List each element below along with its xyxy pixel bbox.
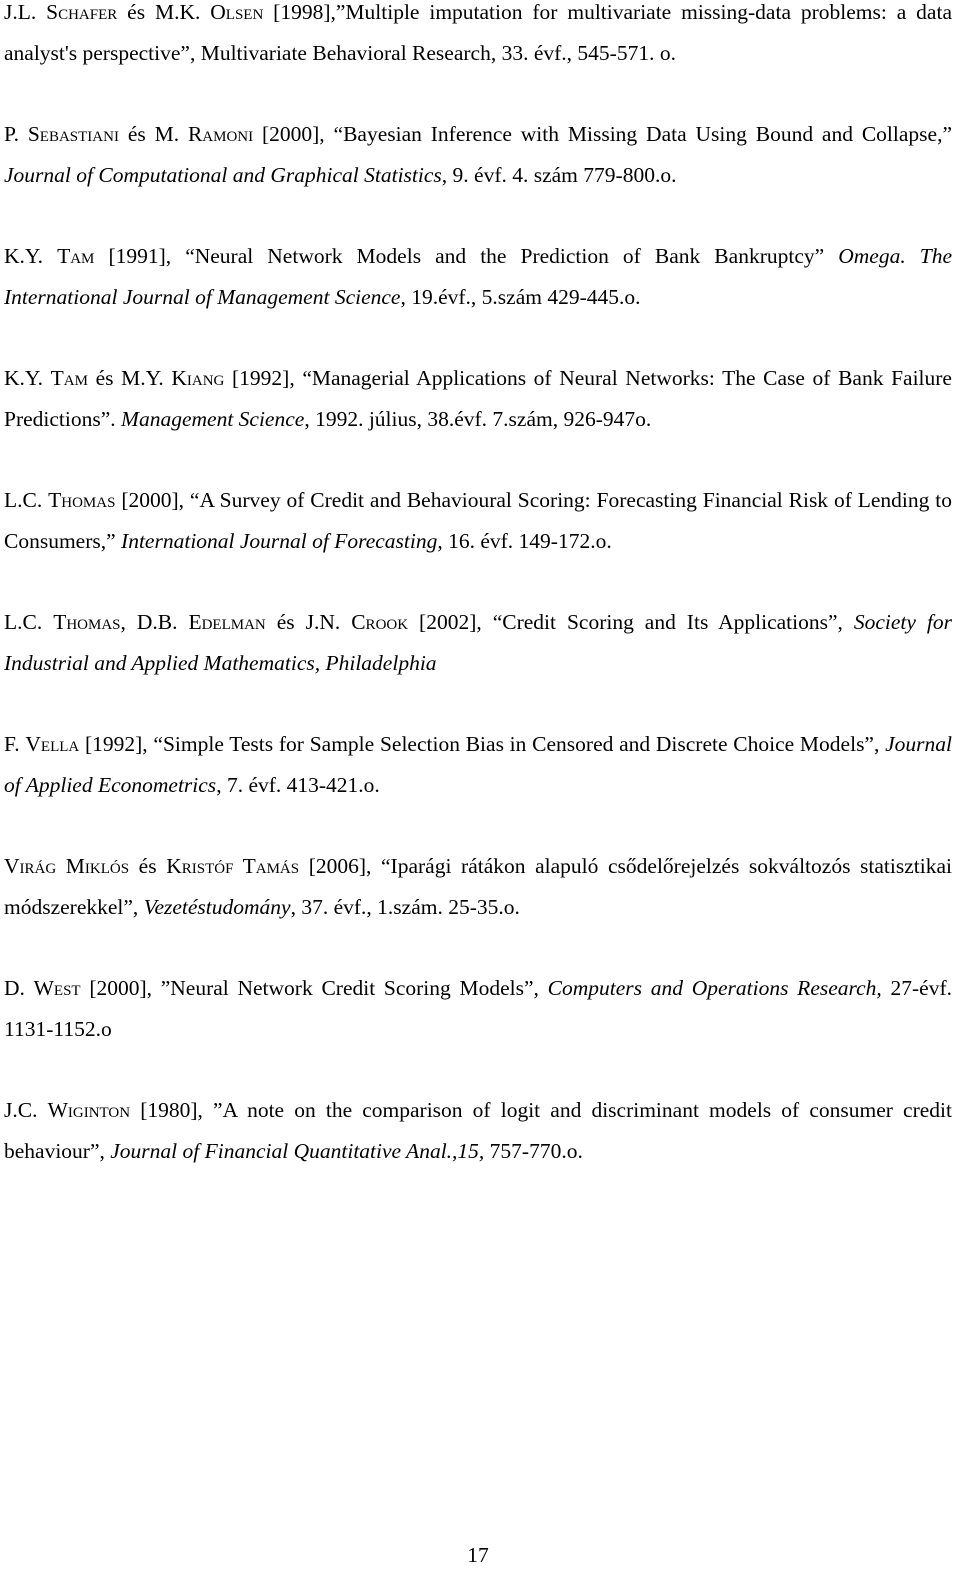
- reference-author: Schafer: [46, 0, 118, 24]
- reference-author: Kiang: [171, 366, 225, 390]
- reference-text: L.C.: [4, 488, 49, 512]
- reference-text: [1998],”Multiple imputation for multivariate missing-data problems: a data analyst's perspective”, Multivariate Behavioral Research, 33. évf., 545-571. o.: [4, 0, 952, 65]
- reference-entry: [4, 114, 952, 196]
- reference-text: P.: [4, 122, 28, 146]
- reference-text: [2006], “Iparági rátákon alapuló csődelőrejelzés sokváltozós statisztikai módszerekkel”,: [4, 854, 952, 919]
- reference-text: D.: [4, 976, 34, 1000]
- reference-author: Thomas: [48, 488, 116, 512]
- reference-author: Thomas: [53, 610, 121, 634]
- reference-text: 27-évf. 1131-1152.o: [4, 976, 952, 1041]
- reference-entry: [4, 0, 952, 74]
- reference-text: [1980], ”A note on the comparison of logit and discriminant models of consumer credit behaviour”,: [4, 1098, 952, 1163]
- reference-text: és M.: [118, 122, 188, 146]
- reference-source: Society for Industrial and Applied Mathematics, Philadelphia: [4, 610, 952, 675]
- reference-author: Tam: [57, 244, 95, 268]
- page-number: 17: [467, 1543, 489, 1567]
- reference-author: Olsen: [210, 0, 264, 24]
- reference-text: , D.B.: [120, 610, 189, 634]
- reference-author: West: [33, 976, 81, 1000]
- reference-text: [2000], “Bayesian Inference with Missing Data Using Bound and Collapse,”: [253, 122, 952, 146]
- reference-author: Tam: [50, 366, 88, 390]
- reference-author: Edelman: [188, 610, 266, 634]
- reference-author: Vella: [25, 732, 80, 756]
- reference-text: L.C.: [4, 610, 54, 634]
- reference-source: Journal of Applied Econometrics: [4, 732, 952, 797]
- reference-text: K.Y.: [4, 244, 58, 268]
- reference-entry: [4, 1090, 952, 1172]
- reference-author: Virág Miklós: [4, 854, 130, 878]
- reference-text: és: [129, 854, 167, 878]
- reference-list: [4, 0, 952, 1212]
- reference-source: Journal of Computational and Graphical Statistics: [4, 163, 442, 187]
- reference-text: , 16. évf. 149-172.o.: [437, 529, 612, 553]
- reference-author: Sebastiani: [27, 122, 119, 146]
- reference-source: Vezetéstudomány: [143, 895, 291, 919]
- reference-text: [2002], “Credit Scoring and Its Applications”,: [408, 610, 854, 634]
- reference-entry: [4, 846, 952, 928]
- reference-entry: [4, 236, 952, 318]
- reference-text: , 19.évf., 5.szám 429-445.o.: [400, 285, 641, 309]
- reference-entry: [4, 358, 952, 440]
- reference-source: Journal of Financial Quantitative Anal.,15,: [110, 1139, 485, 1163]
- reference-text: és M.K.: [117, 0, 211, 24]
- reference-author: Crook: [351, 610, 409, 634]
- reference-text: , 37. évf., 1.szám. 25-35.o.: [290, 895, 520, 919]
- reference-source: Management Science: [121, 407, 305, 431]
- reference-text: [1992], “Simple Tests for Sample Selection Bias in Censored and Discrete Choice Models”,: [79, 732, 886, 756]
- reference-text: 757-770.o.: [484, 1139, 583, 1163]
- reference-text: , 7. évf. 413-421.o.: [216, 773, 380, 797]
- reference-entry: [4, 724, 952, 806]
- reference-text: [2000], ”Neural Network Credit Scoring Models”,: [80, 976, 548, 1000]
- reference-author: Ramoni: [187, 122, 254, 146]
- reference-source: Computers and Operations Research,: [547, 976, 882, 1000]
- reference-text: J.C.: [4, 1098, 48, 1122]
- reference-text: J.L.: [4, 0, 47, 24]
- reference-text: és M.Y.: [87, 366, 172, 390]
- reference-author: Wiginton: [47, 1098, 131, 1122]
- reference-entry: [4, 602, 952, 684]
- reference-entry: [4, 480, 952, 562]
- reference-source: Omega. The International Journal of Management Science: [4, 244, 952, 309]
- reference-text: és J.N.: [265, 610, 352, 634]
- reference-text: [1991], “Neural Network Models and the Prediction of Bank Bankruptcy”: [94, 244, 839, 268]
- reference-text: [2000], “A Survey of Credit and Behavioural Scoring: Forecasting Financial Risk of Lending to Consumers,”: [4, 488, 953, 553]
- reference-entry: [4, 968, 952, 1050]
- reference-text: K.Y.: [4, 366, 51, 390]
- reference-text: F.: [4, 732, 26, 756]
- reference-text: , 9. évf. 4. szám 779-800.o.: [441, 163, 677, 187]
- reference-text: [1992], “Managerial Applications of Neural Networks: The Case of Bank Failure Predictions”.: [4, 366, 952, 431]
- reference-source: International Journal of Forecasting: [121, 529, 438, 553]
- reference-author: Kristóf Tamás: [166, 854, 300, 878]
- reference-text: , 1992. július, 38.évf. 7.szám, 926-947o.: [304, 407, 652, 431]
